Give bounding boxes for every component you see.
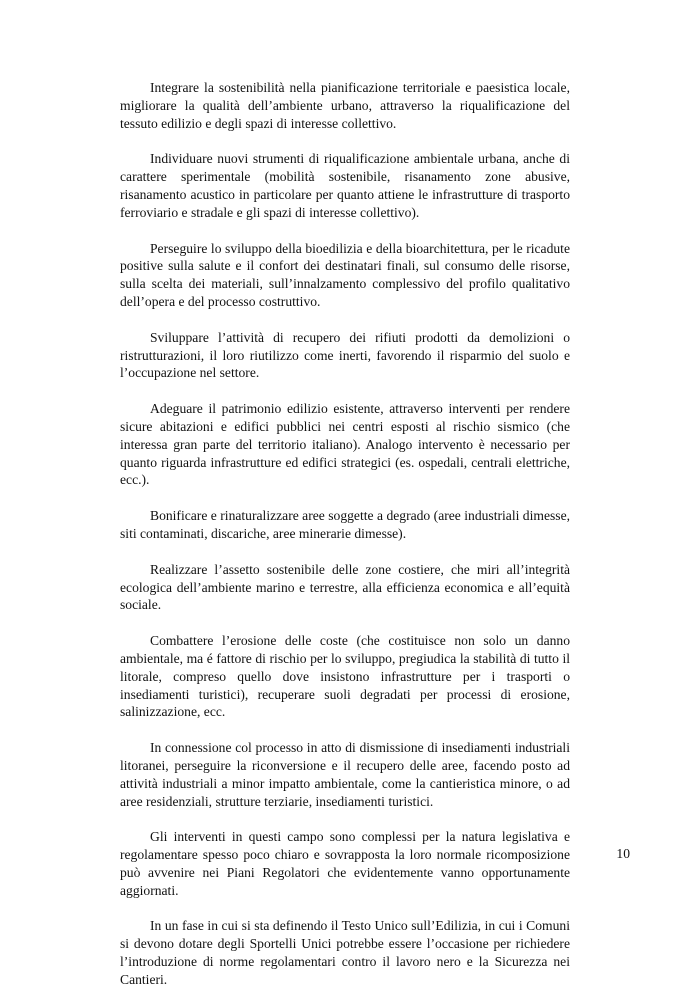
paragraph: In un fase in cui si sta definendo il Testo Unico sull’Edilizia, in cui i Comuni si devono dotare degli Sportelli Unici potrebbe essere l’occasione per richiedere l’introduzione di norme regolamentari contro il lavoro nero e la Sicurezza nei Cantieri. — [120, 918, 570, 987]
paragraph: Adeguare il patrimonio edilizio esistente, attraverso interventi per rendere sicure abitazioni e edifici pubblici nei centri esposti al rischio sismico (che interessa gran parte del territorio italiano). Analogo intervento è necessario per quanto riguarda infrastrutture ed edifici strategici (es. ospedali, centrali elettriche, ecc.). — [120, 401, 570, 488]
paragraph: Sviluppare l’attività di recupero dei rifiuti prodotti da demolizioni o ristrutturazioni, il loro riutilizzo come inerti, favorendo il risparmio del suolo e l’occupazione nel settore. — [120, 329, 570, 381]
paragraph: Combattere l’erosione delle coste (che costituisce non solo un danno ambientale, ma é fattore di rischio per lo sviluppo, pregiudica la stabilità di tutto il litorale, compreso quello dove insistono infrastrutture per i trasporti o insediamenti turistici), recuperare suoli degradati per processi di erosione, salinizzazione, ecc. — [120, 633, 570, 720]
paragraph: Bonificare e rinaturalizzare aree soggette a degrado (aree industriali dimesse, siti contaminati, discariche, aree minerarie dimesse). — [120, 508, 570, 541]
paragraph: In connessione col processo in atto di dismissione di insediamenti industriali litoranei, perseguire la riconversione e il recupero delle aree, facendo posto ad attività industriali a minor impatto ambientale, come la cantieristica minore, o ad aree residenziali, strutture terziarie, insediamenti turistici. — [120, 740, 570, 809]
paragraph: Gli interventi in questi campo sono complessi per la natura legislativa e regolamentare spesso poco chiaro e sovrapposta la loro normale ricomposizione può avvenire nei Piani Regolatori che evidentemente vanno opportunamente aggiornati. — [120, 829, 570, 898]
body-text — [120, 79, 570, 989]
paragraph: Integrare la sostenibilità nella pianificazione territoriale e paesistica locale, migliorare la qualità dell’ambiente urbano, attraverso la riqualificazione del tessuto edilizio e degli spazi di interesse collettivo. — [120, 80, 570, 131]
paragraph: Perseguire lo sviluppo della bioedilizia e della bioarchitettura, per le ricadute positive sulla salute e il confort dei destinatari finali, sul consumo delle risorse, sulla scelta dei materiali, sull’innalzamento complessivo del profilo qualitativo dell’opera e del processo costruttivo. — [120, 240, 570, 309]
paragraph: Realizzare l’assetto sostenibile delle zone costiere, che miri all’integrità ecologica dell’ambiente marino e terrestre, alla efficienza economica e all’equità sociale. — [120, 561, 570, 613]
page-number: 10 — [616, 846, 630, 861]
paragraph: Individuare nuovi strumenti di riqualificazione ambientale urbana, anche di carattere sperimentale (mobilità sostenibile, risanamento zone abusive, risanamento acustico in particolare per quanto attiene le infrastrutture di trasporto ferroviario e stradale e gli spazi di interesse collettivo). — [120, 151, 570, 220]
